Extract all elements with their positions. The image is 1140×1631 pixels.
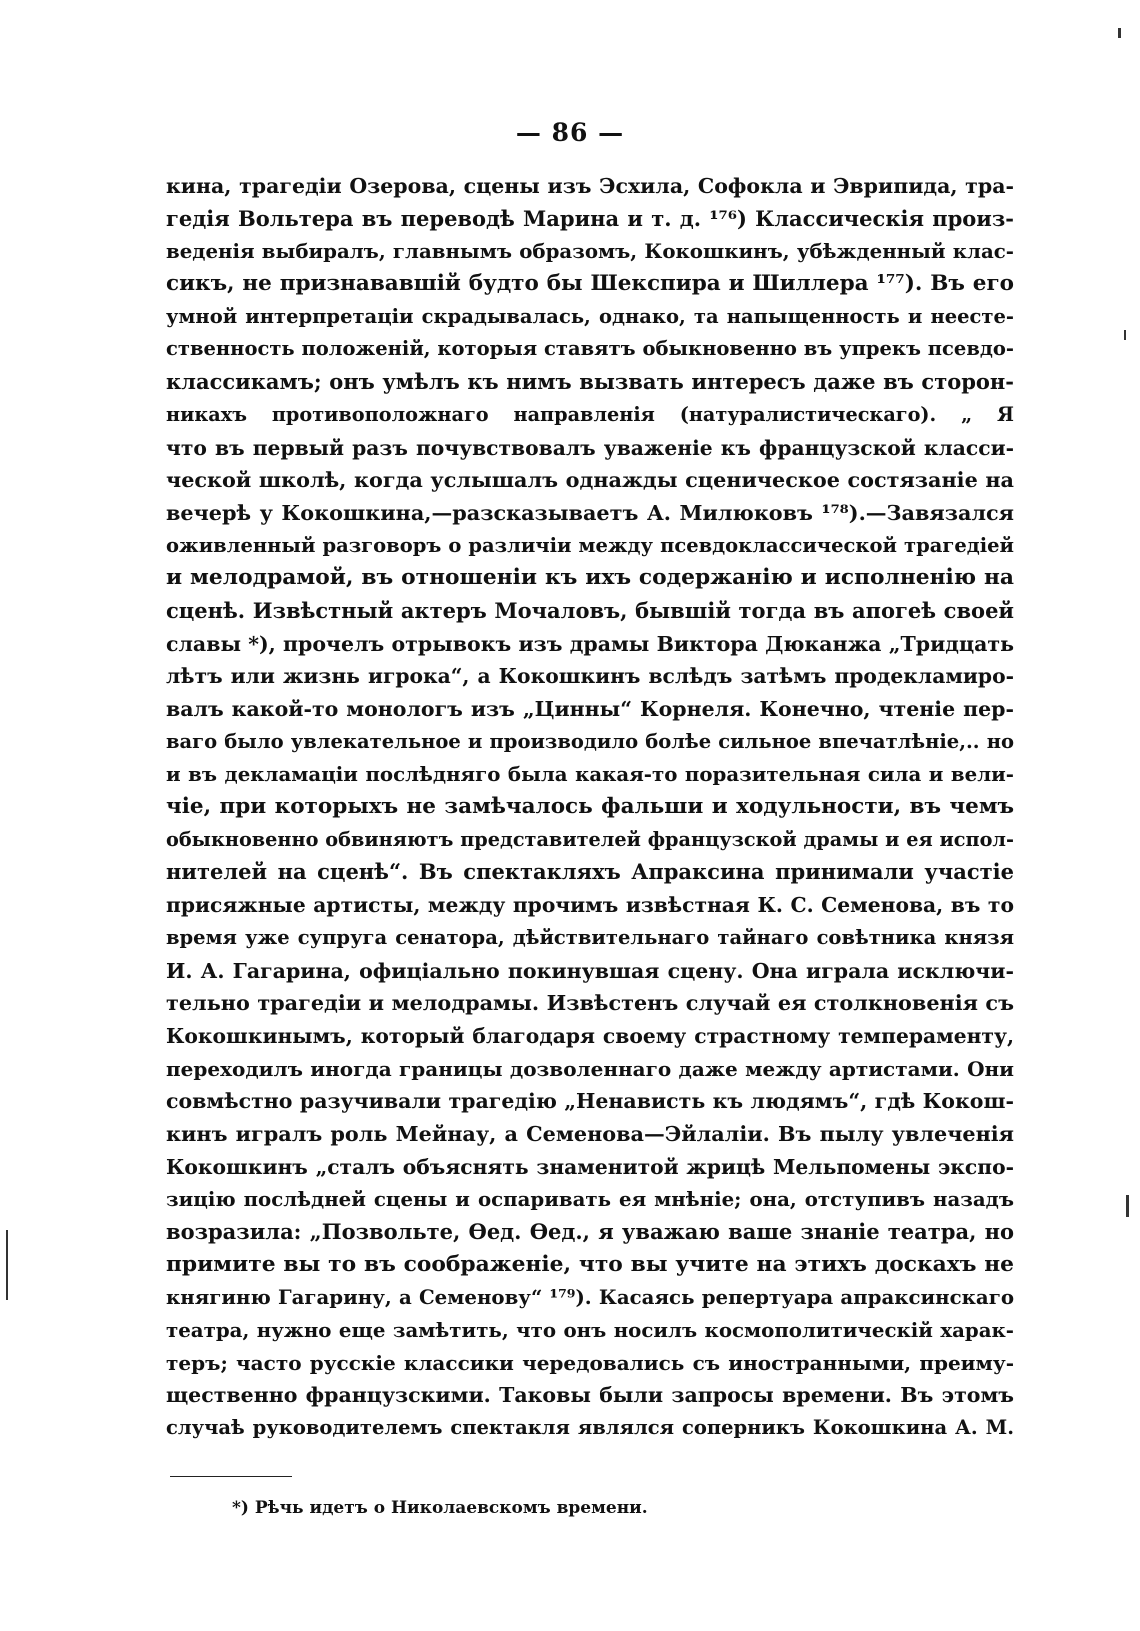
text-line: и въ декламаціи послѣдняго была какая-то поразительная сила и вели- [166,762,1014,787]
text-line: что въ первый разъ почувствовалъ уваженіе къ французской класси- [166,435,1014,460]
text-line: тельно трагедіи и мелодрамы. Извѣстенъ случай ея столкновенія съ [166,991,1014,1016]
scan-mark [1126,1195,1129,1217]
text-line: ваго было увлекательное и производило болѣе сильное впечатлѣніе,.. но [166,729,1014,753]
text-line: ческой школѣ, когда услышалъ однажды сценическое состязаніе на [166,468,1014,493]
text-line: возразила: „Позвольте, Ѳед. Ѳед., я уважаю ваше знаніе театра, но [166,1219,1014,1244]
text-line: вечерѣ у Кокошкина,—разсказываетъ А. Милюковъ ¹⁷⁸).—Завязался [166,500,1014,525]
scan-mark [1124,330,1126,340]
text-line: переходилъ иногда границы дозволеннаго даже между артистами. Они [166,1056,1014,1081]
text-line: случаѣ руководителемъ спектакля являлся соперникъ Кокошкина А. М. [166,1416,1014,1440]
text-line: чіе, при которыхъ не замѣчалось фальши и ходульности, въ чемъ [166,794,1014,820]
text-line: кинъ игралъ роль Мейнау, а Семенова—Эйлаліи. Въ пылу увлеченія [166,1121,1014,1146]
scan-mark [6,1230,8,1300]
main-text [166,170,1014,1445]
text-line: классикамъ; онъ умѣлъ къ нимъ вызвать интересъ даже въ сторон- [166,369,1014,395]
text-line: зицію послѣдней сцены и оспаривать ея мнѣніе; она, отступивъ назадъ [166,1187,1014,1212]
text-line: оживленный разговоръ о различіи между псевдоклассической трагедіей [166,533,1014,557]
page-number: — 86 — [515,118,625,147]
footnote: *) Рѣчь идетъ о Николаевскомъ времени. [232,1498,648,1518]
text-line: Кокошкинымъ, который благодаря своему страстному темпераменту, [166,1023,1014,1048]
text-line: теръ; часто русскіе классики чередовались съ иностранными, преиму- [166,1350,1014,1375]
text-line: сикъ, не признававшій будто бы Шекспира и Шиллера ¹⁷⁷). Въ его [166,271,1014,297]
text-line: сценѣ. Извѣстный актеръ Мочаловъ, бывшій тогда въ апогеѣ своей [166,597,1014,623]
text-line: время уже супруга сенатора, дѣйствительнаго тайнаго совѣтника князя [166,925,1014,949]
text-line: ственность положеній, которыя ставятъ обыкновенно въ упрекъ псевдо- [166,337,1014,361]
text-line: Кокошкинъ „сталъ объяснять знаменитой жрицѣ Мельпомены экспо- [166,1154,1014,1179]
text-line: кина, трагедіи Озерова, сцены изъ Эсхила, Софокла и Эврипида, тра- [166,174,1014,198]
text-line: И. А. Гагарина, офиціально покинувшая сцену. Она играла исключи- [166,958,1014,983]
text-line: никахъ противоположнаго направленія (натуралистическаго). „ Я [166,402,1014,426]
text-line: щественно французскими. Таковы были запросы времени. Въ этомъ [166,1383,1014,1408]
text-line: обыкновенно обвиняютъ представителей французской драмы и ея испол- [166,827,1014,851]
text-line: веденія выбиралъ, главнымъ образомъ, Кокошкинъ, убѣжденный клас- [166,239,1014,264]
text-line: нителей на сценѣ“. Въ спектакляхъ Апраксина принимали участіе [166,859,1014,885]
text-line: присяжные артисты, между прочимъ извѣстная К. С. Семенова, въ то [166,893,1014,918]
text-line: гедія Вольтера въ переводѣ Марина и т. д. ¹⁷⁶) Классическія произ- [166,205,1014,231]
text-line: совмѣстно разучивали трагедію „Ненависть къ людямъ“, гдѣ Кокош- [166,1089,1014,1114]
text-line: и мелодрамой, въ отношеніи къ ихъ содержанію и исполненію на [166,565,1014,591]
scan-mark [1118,28,1121,38]
text-line: лѣтъ или жизнь игрока“, а Кокошкинъ вслѣдъ затѣмъ продекламиро- [166,664,1014,689]
text-line: театра, нужно еще замѣтить, что онъ носилъ космополитическій харак- [166,1318,1014,1343]
text-line: валъ какой-то монологъ изъ „Цинны“ Корнеля. Конечно, чтеніе пер- [166,697,1014,721]
text-line: примите вы то въ соображеніе, что вы учите на этихъ доскахъ не [166,1251,1014,1277]
text-line: умной интерпретаціи скрадывалась, однако, та напыщенность и неесте- [166,304,1014,328]
text-line: славы *), прочелъ отрывокъ изъ драмы Виктора Дюканжа „Тридцать [166,631,1014,656]
text-line: княгиню Гагарину, а Семенову“ ¹⁷⁹). Касаясь репертуара апраксинскаго [166,1285,1014,1310]
footnote-divider [170,1476,292,1477]
